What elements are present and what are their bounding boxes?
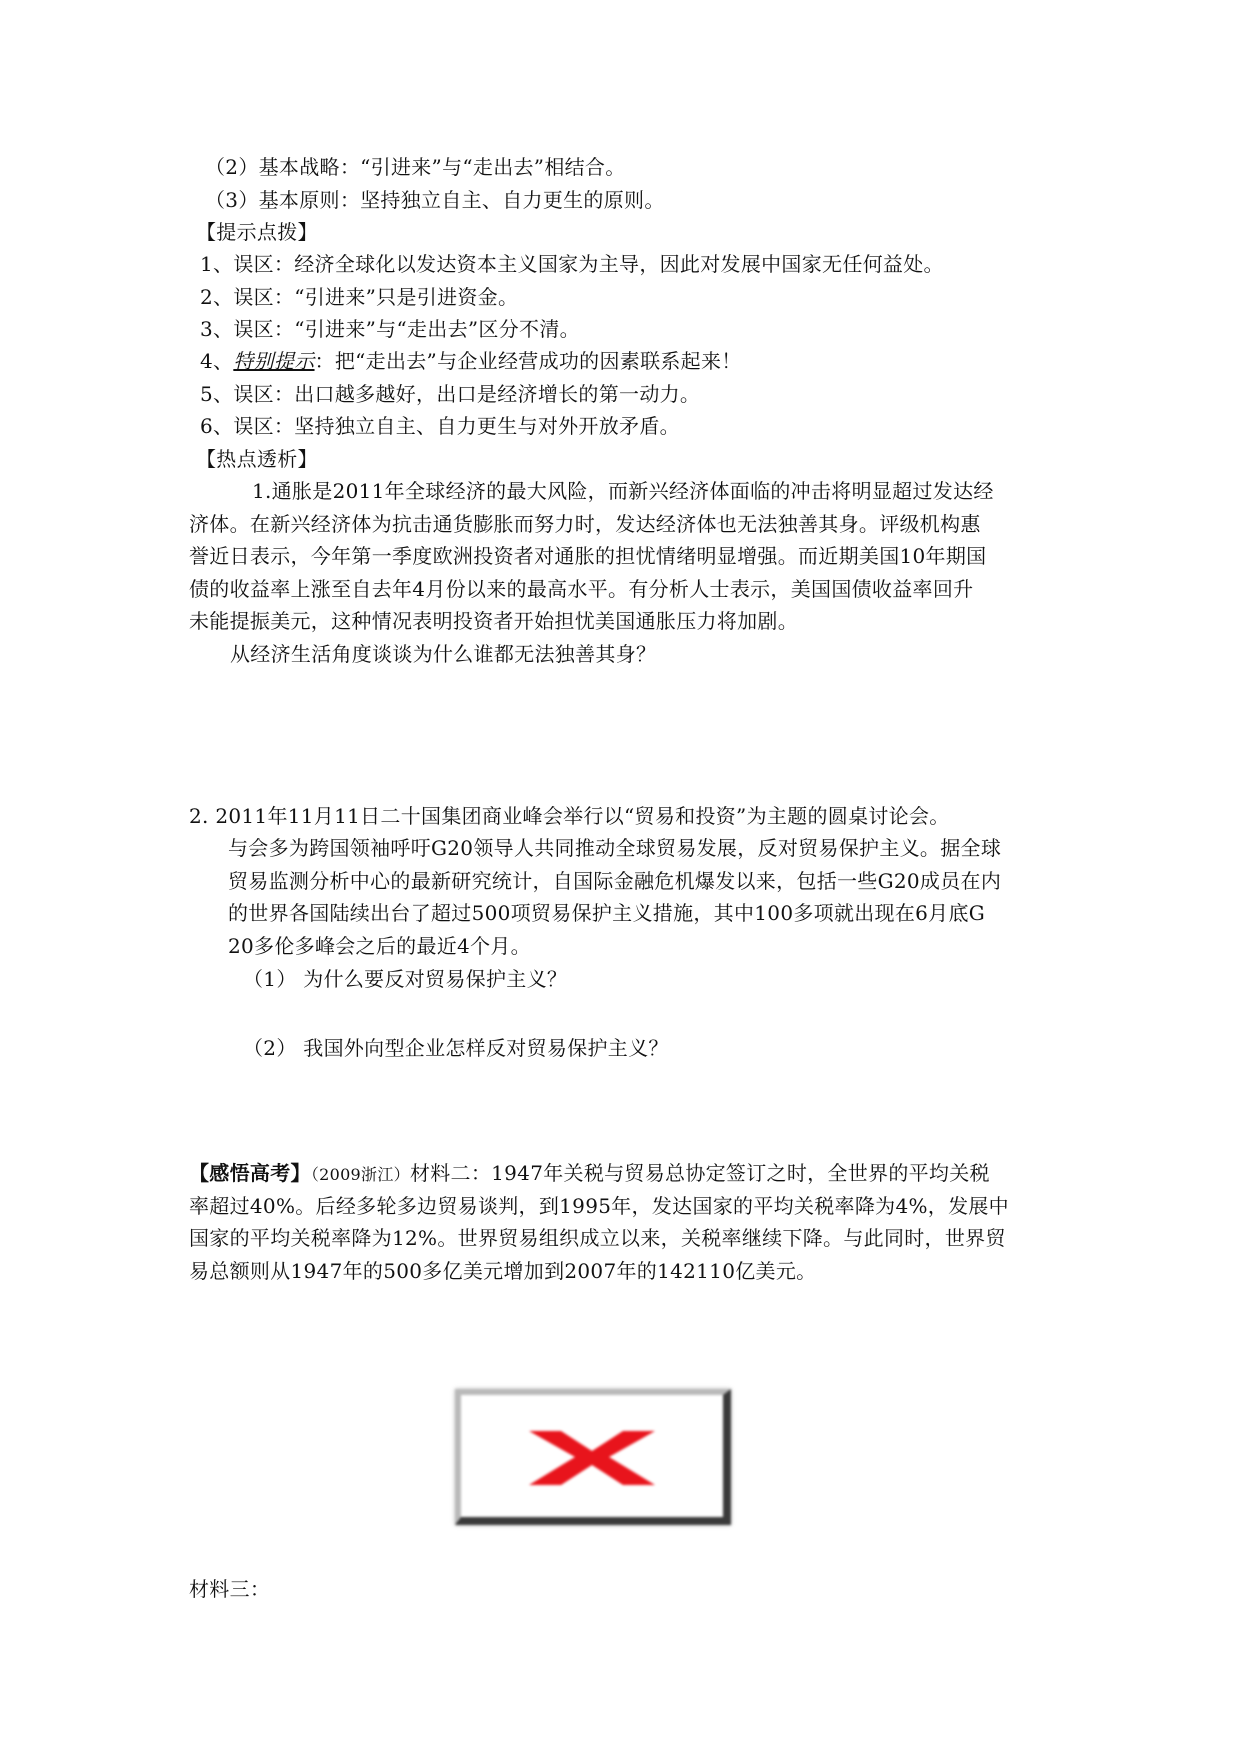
exam-line: 国家的平均关税率降为12%。世界贸易组织成立以来，关税率继续下降。与此同时，世界贸 bbox=[189, 1226, 1006, 1250]
q1-line: 1.通胀是2011年全球经济的最大风险，而新兴经济体面临的冲击将明显超过发达经 bbox=[252, 479, 994, 503]
tips-heading: 【提示点拨】 bbox=[196, 220, 318, 244]
exam-line-1 bbox=[189, 1159, 990, 1189]
q1-line: 未能提振美元，这种情况表明投资者开始担忧美国通胀压力将加剧。 bbox=[189, 609, 798, 633]
tip-item-4-number: 4、 bbox=[200, 349, 234, 373]
strategy-line-2: （2）基本战略：“引进来”与“走出去”相结合。 bbox=[205, 155, 626, 179]
hot-heading: 【热点透析】 bbox=[196, 447, 318, 471]
tip-item-4 bbox=[200, 347, 742, 375]
q2-line: 2. 2011年11月11日二十国集团商业峰会举行以“贸易和投资”为主题的圆桌讨论会。 bbox=[189, 804, 950, 828]
q1-line: 济体。在新兴经济体为抗击通货膨胀而努力时，发达经济体也无法独善其身。评级机构惠 bbox=[189, 512, 981, 536]
exam-heading: 【感悟高考】 bbox=[189, 1161, 311, 1185]
red-x-icon bbox=[461, 1395, 723, 1517]
q1-line: 债的收益率上涨至自去年4月份以来的最高水平。有分析人士表示，美国国债收益率回升 bbox=[189, 577, 974, 601]
q1-line: 誉近日表示，今年第一季度欧洲投资者对通胀的担忧情绪明显增强。而近期美国10年期国 bbox=[189, 544, 987, 568]
tip-item-3: 3、误区：“引进来”与“走出去”区分不清。 bbox=[200, 317, 580, 341]
q2-line: 的世界各国陆续出台了超过500项贸易保护主义措施，其中100多项就出现在6月底G bbox=[228, 901, 986, 925]
tip-item-6: 6、误区：坚持独立自主、自力更生与对外开放矛盾。 bbox=[200, 414, 680, 438]
exam-source: （2009浙江） bbox=[310, 1165, 410, 1184]
strategy-line-3: （3）基本原则：坚持独立自主、自力更生的原则。 bbox=[205, 188, 665, 212]
special-tip-label: 特别提示 bbox=[233, 349, 315, 373]
q2-line: 20多伦多峰会之后的最近4个月。 bbox=[228, 934, 531, 958]
exam-material-2: 材料二：1947年关税与贸易总协定签订之时，全世界的平均关税 bbox=[409, 1161, 990, 1185]
q2-subquestion-2: （2） 我国外向型企业怎样反对贸易保护主义？ bbox=[243, 1036, 669, 1060]
tip-item-5: 5、误区：出口越多越好，出口是经济增长的第一动力。 bbox=[200, 382, 701, 406]
exam-line: 率超过40%。后经多轮多边贸易谈判，到1995年，发达国家的平均关税率降为4%，发展中 bbox=[189, 1194, 1009, 1218]
broken-image-icon bbox=[455, 1389, 731, 1525]
exam-line: 易总额则从1947年的500多亿美元增加到2007年的142110亿美元。 bbox=[189, 1259, 817, 1283]
q1-question: 从经济生活角度谈谈为什么谁都无法独善其身？ bbox=[230, 642, 657, 666]
q2-subquestion-1: （1） 为什么要反对贸易保护主义？ bbox=[243, 967, 568, 991]
tip-item-2: 2、误区：“引进来”只是引进资金。 bbox=[200, 285, 519, 309]
tip-item-4-text: ：把“走出去”与企业经营成功的因素联系起来！ bbox=[314, 349, 742, 373]
material-3-label: 材料三： bbox=[189, 1577, 271, 1601]
tip-item-1: 1、误区：经济全球化以发达资本主义国家为主导，因此对发展中国家无任何益处。 bbox=[200, 252, 944, 276]
q2-line: 贸易监测分析中心的最新研究统计，自国际金融危机爆发以来，包括一些G20成员在内 bbox=[228, 869, 1002, 893]
q2-line: 与会多为跨国领袖呼吁G20领导人共同推动全球贸易发展，反对贸易保护主义。据全球 bbox=[228, 836, 1002, 860]
